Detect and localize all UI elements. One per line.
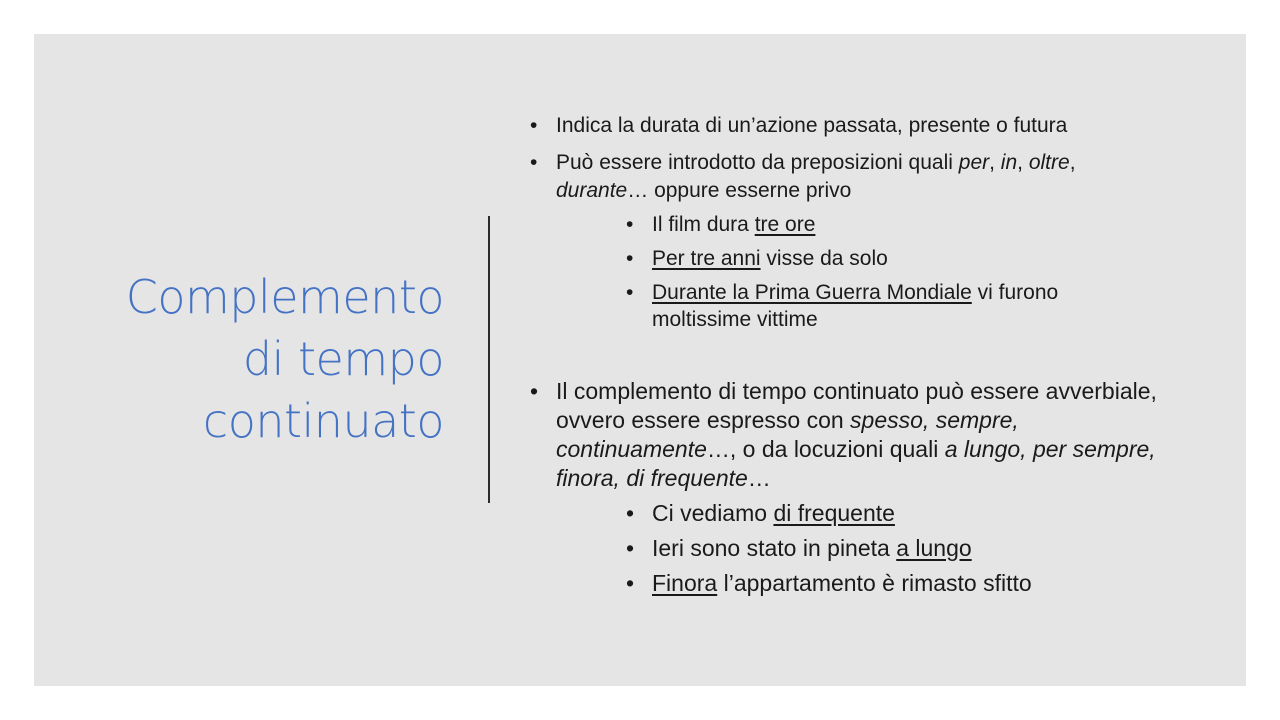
bullet-adverbs: • Il complemento di tempo continuato può essere avverbiale, ovvero essere espresso con spesso, sempre, continuamente…, o da locuzioni quali a lungo, per sempre, finora, di frequente…: [530, 377, 1170, 493]
example-item: • Ieri sono stato in pineta a lungo: [626, 534, 1170, 563]
title-line: di tempo: [242, 332, 444, 386]
example-item: • Finora l’appartamento è rimasto sfitto: [626, 569, 1170, 598]
content-body: [530, 112, 1170, 598]
example-item: • Ci vediamo di frequente: [626, 499, 1170, 528]
vertical-divider: [488, 216, 490, 503]
example-item: • Il film dura tre ore: [626, 211, 1170, 238]
title-line: Complemento: [125, 270, 444, 324]
bullet-duration: • Indica la durata di un’azione passata, presente o futura: [530, 112, 1170, 140]
example-item: • Durante la Prima Guerra Mondiale vi furono moltissime vittime: [626, 279, 1090, 333]
example-item: • Per tre anni visse da solo: [626, 245, 1170, 272]
slide: [34, 34, 1246, 686]
bullet-prepositions: • Può essere introdotto da preposizioni quali per, in, oltre, durante… oppure esserne privo: [530, 149, 1170, 205]
title-line: continuato: [202, 394, 444, 448]
slide-title: [24, 266, 444, 452]
